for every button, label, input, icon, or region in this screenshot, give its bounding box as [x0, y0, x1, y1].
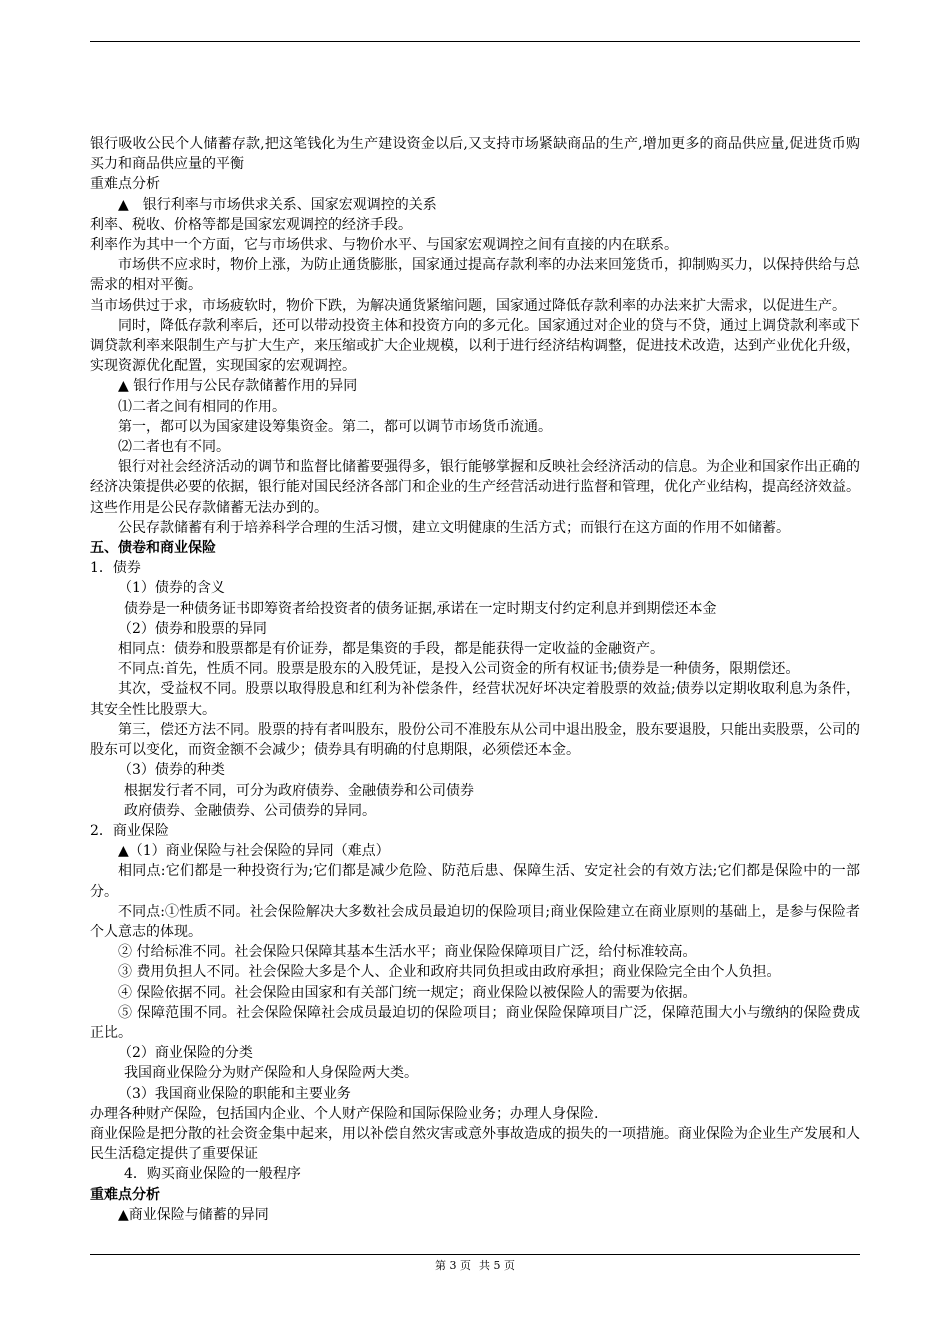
paragraph: 不同点:首先，性质不同。股票是股东的入股凭证，是投入公司资金的所有权证书;债券是一种债务，限期偿还。: [118, 661, 800, 678]
subheading: ▲商业保险与储蓄的异同: [118, 1206, 269, 1223]
paragraph: 我国商业保险分为财产保险和人身保险两大类。: [124, 1065, 418, 1082]
list-item: ⑵二者也有不同。: [118, 439, 230, 456]
paragraph: ② 付给标准不同。社会保险只保障其基本生活水平；商业保险保障项目广泛，给付标准较高。: [118, 944, 697, 961]
paragraph: 利率、税收、价格等都是国家宏观调控的经济手段。: [90, 216, 412, 233]
paragraph: 第三，偿还方法不同。股票的持有者叫股东，股份公司不准股东从公司中退出股金，股东要退股，只能出卖股票，公司的股东可以变化，而资金额不会减少；债券具有明确的付息期限，必须偿还本金。: [90, 721, 860, 759]
paragraph: 办理各种财产保险，包括国内企业、个人财产保险和国际保险业务；办理人身保险.: [90, 1105, 599, 1122]
page-number: 第 3 页: [435, 1259, 471, 1272]
paragraph: 同时，降低存款利率后，还可以带动投资主体和投资方向的多元化。国家通过对企业的贷与不贷，通过上调贷款利率或下调贷款利率来限制生产与扩大生产，来压缩或扩大企业规模，以利于进行经济结构调整，促进技术改造，达到产业优化升级，实现资源优化配置，实现国家的宏观调控。: [90, 317, 860, 375]
paragraph: 根据发行者不同，可分为政府债券、金融债券和公司债券: [124, 782, 474, 799]
document-body: [90, 134, 860, 1225]
subheading: ▲ 银行利率与市场供求关系、国家宏观调控的关系: [118, 196, 437, 213]
section-heading: 重难点分析: [90, 1186, 160, 1203]
paragraph: ③ 费用负担人不同。社会保险大多是个人、企业和政府共同负担或由政府承担；商业保险完全由个人负担。: [118, 964, 781, 981]
list-item: （2）商业保险的分类: [118, 1045, 253, 1062]
subsection-heading: 1．债券: [90, 560, 141, 577]
footer-rule: [90, 1254, 860, 1255]
list-item: 4．购买商业保险的一般程序: [124, 1166, 301, 1183]
paragraph: 相同点：债券和股票都是有价证券，都是集资的手段，都是能获得一定收益的金融资产。: [118, 641, 664, 658]
list-item: （3）债券的种类: [118, 762, 225, 779]
paragraph: 相同点:它们都是一种投资行为;它们都是减少危险、防范后患、保障生活、安定社会的有效方法;它们都是保险中的一部分。: [90, 863, 860, 900]
list-item: （3）我国商业保险的职能和主要业务: [118, 1085, 351, 1102]
paragraph: 第一，都可以为国家建设筹集资金。第二，都可以调节市场货币流通。: [118, 418, 552, 435]
paragraph: 当市场供过于求，市场疲软时，物价下跌，为解决通货紧缩问题，国家通过降低存款利率的办法来扩大需求，以促进生产。: [90, 297, 846, 314]
page-total: 共 5 页: [479, 1259, 515, 1272]
list-item: （2）债券和股票的异同: [118, 620, 267, 637]
paragraph: 银行对社会经济活动的调节和监督比储蓄要强得多，银行能够掌握和反映社会经济活动的信息。为企业和国家作出正确的经济决策提供必要的依据，银行能对国民经济各部门和企业的生产经营活动进行监督和管理，优化产业结构，提高经济效益。这些作用是公民存款储蓄无法办到的。: [90, 459, 860, 516]
list-item: ⑴二者之间有相同的作用。: [118, 398, 286, 415]
header-rule: [90, 41, 860, 42]
section-heading: 重难点分析: [90, 176, 160, 193]
paragraph: 商业保险是把分散的社会资金集中起来，用以补偿自然灾害或意外事故造成的损失的一项措施。商业保险为企业生产发展和人民生活稳定提供了重要保证: [90, 1125, 860, 1163]
paragraph: ⑤ 保障范围不同。社会保险保障社会成员最迫切的保险项目；商业保险保障项目广泛，保障范围大小与缴纳的保险费成正比。: [90, 1004, 860, 1041]
page-footer: [0, 1258, 950, 1274]
paragraph: 市场供不应求时，物价上涨，为防止通货膨胀，国家通过提高存款利率的办法来回笼货币，抑制购买力，以保持供给与总需求的相对平衡。: [90, 257, 860, 294]
paragraph: 债券是一种债务证书即筹资者给投资者的债务证据,承诺在一定时期支付约定利息并到期偿还本金: [124, 600, 717, 617]
paragraph: 公民存款储蓄有利于培养科学合理的生活习惯，建立文明健康的生活方式；而银行在这方面的作用不如储蓄。: [118, 519, 790, 536]
paragraph: 政府债券、金融债券、公司债券的异同。: [124, 802, 376, 819]
section-heading: 五、债卷和商业保险: [90, 540, 216, 557]
subsection-heading: 2．商业保险: [90, 822, 169, 839]
paragraph: 不同点:①性质不同。社会保险解决大多数社会成员最迫切的保险项目;商业保险建立在商业原则的基础上，是参与保险者个人意志的体现。: [90, 903, 860, 940]
paragraph: 利率作为其中一个方面，它与市场供求、与物价水平、与国家宏观调控之间有直接的内在联系。: [90, 237, 678, 254]
paragraph: 其次，受益权不同。股票以取得股息和红利为补偿条件，经营状况好坏决定着股票的效益;债券以定期收取利息为条件，其安全性比股票大。: [90, 681, 860, 718]
list-item: （1）债券的含义: [118, 580, 225, 597]
list-item: ▲（1）商业保险与社会保险的异同（难点）: [118, 843, 390, 860]
paragraph: 银行吸收公民个人储蓄存款,把这笔钱化为生产建设资金以后,又支持市场紧缺商品的生产,增加更多的商品供应量,促进货币购买力和商品供应量的平衡: [90, 136, 860, 173]
paragraph: ④ 保险依据不同。社会保险由国家和有关部门统一规定；商业保险以被保险人的需要为依据。: [118, 984, 697, 1001]
subheading: ▲ 银行作用与公民存款储蓄作用的异同: [118, 378, 358, 395]
